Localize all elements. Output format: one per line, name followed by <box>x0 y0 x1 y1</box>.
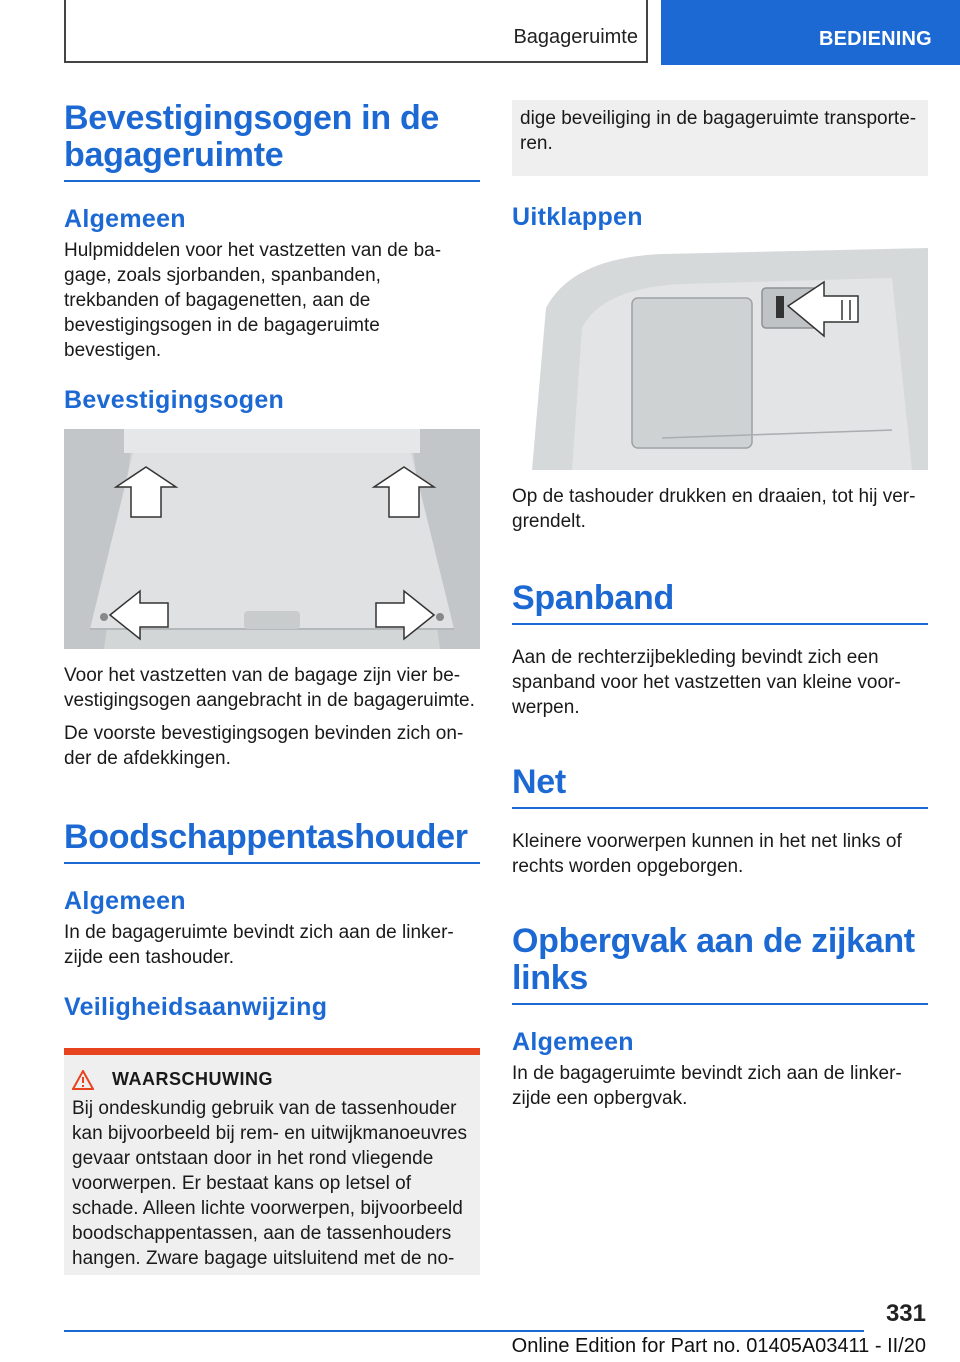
warning-title: WAARSCHUWING <box>112 1069 273 1089</box>
trunk-anchor-points-image <box>64 429 480 649</box>
paragraph-tashouder-drukken: Op de tashouder drukken en draaien, tot hij vergrendelt. <box>512 486 916 532</box>
footer-divider <box>64 1330 864 1332</box>
paragraph-opbergvak: In de bagageruimte bevindt zich aan de linkerzijde een opbergvak. <box>512 1063 902 1109</box>
subheading-veiligheidsaanwijzing: Veiligheidsaanwijzing <box>64 993 328 1021</box>
warning-continuation-text: dige beveiliging in de bagageruimte transporteren. <box>520 108 917 154</box>
warning-title-row <box>72 1069 472 1090</box>
subheading-algemeen-3: Algemeen <box>512 1028 634 1056</box>
paragraph-voorste-bevestigingsogen: De voorste bevestigingsogen bevinden zich onder de afdekkingen. <box>64 723 464 769</box>
heading-bevestigingsogen-bagageruimte: Bevestigingsogen in de bagageruimte <box>64 100 480 182</box>
subheading-bevestigingsogen: Bevestigingsogen <box>64 386 285 414</box>
page-number: 331 <box>885 1300 926 1327</box>
heading-net: Net <box>512 764 928 809</box>
header-section-title: Bagageruimte <box>513 26 638 48</box>
subheading-algemeen-2: Algemeen <box>64 887 186 915</box>
footer-edition: Online Edition for Part no. 01405A03411 - II/20 <box>511 1335 926 1357</box>
paragraph-spanband: Aan de rechterzijbekleding bevindt zich een spanband voor het vastzetten van kleine voorwerpen. <box>512 647 901 718</box>
paragraph-hulpmiddelen: Hulpmiddelen voor het vastzetten van de bagage, zoals sjorbanden, spanbanden, trekbanden of bagagenetten, aan de bevestigingsogen in de bagageruimte bevestigen. <box>64 240 442 361</box>
warning-continuation-box <box>512 100 928 176</box>
subheading-uitklappen: Uitklappen <box>512 203 643 231</box>
heading-spanband: Spanband <box>512 580 928 625</box>
paragraph-tashouder-links: In de bagageruimte bevindt zich aan de linkerzijde een tashouder. <box>64 922 454 968</box>
heading-boodschappentashouder: Boodschappentashouder <box>64 819 480 864</box>
right-column <box>512 100 928 1111</box>
subheading-algemeen-1: Algemeen <box>64 205 186 233</box>
bag-hook-image <box>512 248 928 470</box>
paragraph-net: Kleinere voorwerpen kunnen in het net links of rechts worden opgeborgen. <box>512 831 902 877</box>
left-column <box>64 100 480 1275</box>
header-chapter-tab <box>661 0 960 65</box>
header-chapter-label: BEDIENING <box>819 28 932 50</box>
heading-opbergvak-zijkant-links: Opbergvak aan de zijkant links <box>512 923 928 1005</box>
paragraph-vier-bevestigingsogen: Voor het vastzetten van de bagage zijn vier bevestigingsogen aangebracht in de bagageruimte. <box>64 665 475 711</box>
warning-text: Bij ondeskundig gebruik van de tassenhouder kan bijvoorbeeld bij rem- en uitwijkmanoeuvres gevaar ontstaan door in het rond vliegende voorwerpen. Er bestaat kans op letsel of schade. Alleen lichte voorwerpen, bijvoorbeeld boodschappentassen, aan de tassenhouders hangen. Zware bagage uitsluitend met de no- <box>72 1098 467 1269</box>
warning-box <box>64 1048 480 1275</box>
warning-triangle-icon <box>72 1070 94 1090</box>
